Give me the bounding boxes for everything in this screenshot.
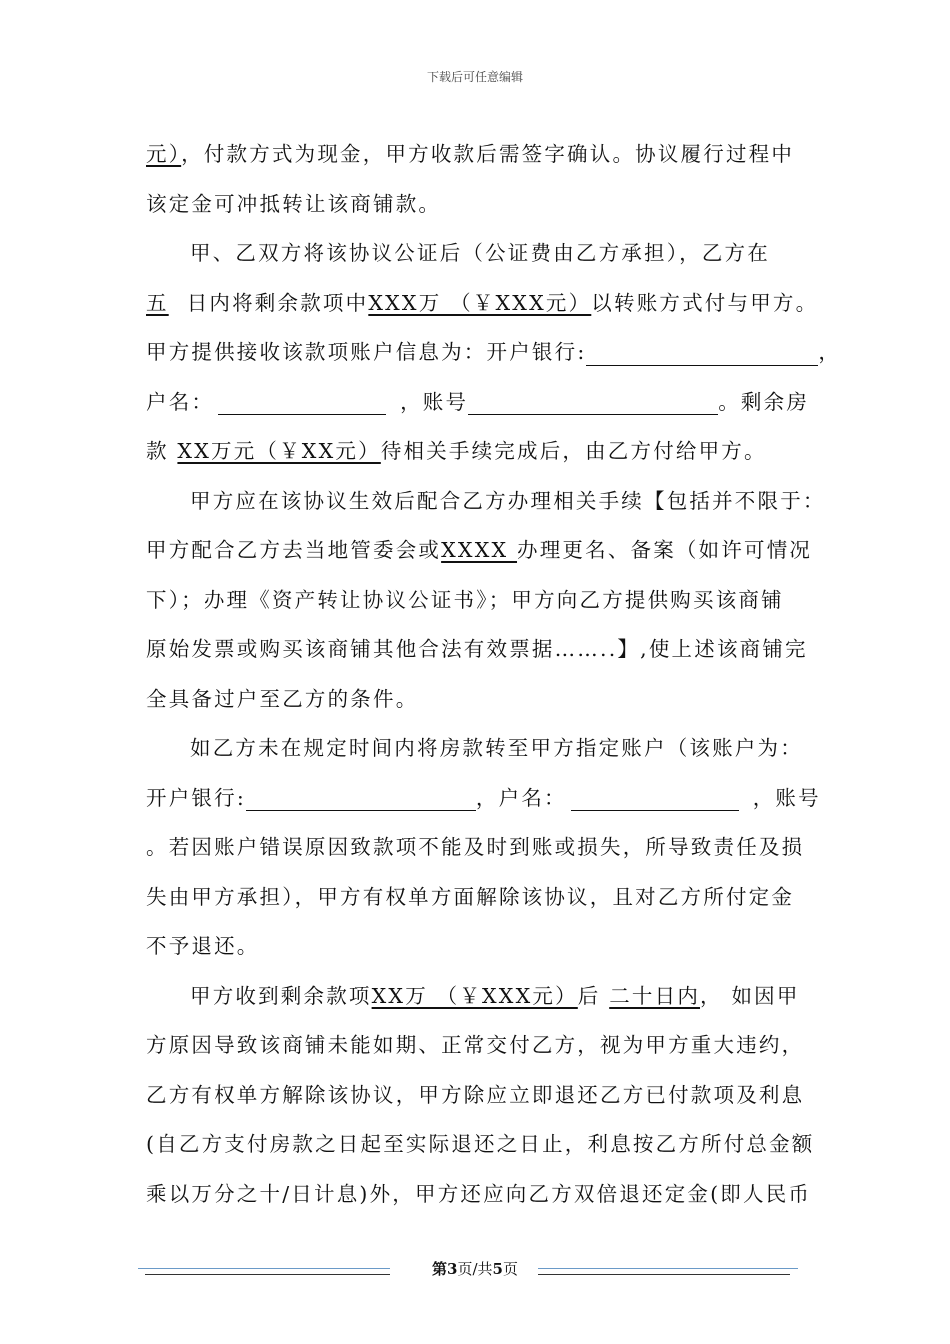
text-span: 日内将剩余款项中 <box>186 290 369 315</box>
text-span: 甲方提供接收该款项账户信息为：开户银行 <box>146 340 578 364</box>
text-line: 原始发票或购买该商铺其他合法有效票据……..】,使上述该商铺完 <box>146 637 808 661</box>
text-span: ，账号 <box>400 389 469 414</box>
text-span: 甲方配合乙方去当地管委会或 <box>146 538 442 562</box>
page-total: 5 <box>492 1260 503 1278</box>
text-line: (自乙方支付房款之日起至实际退还之日止，利息按乙方所付总金额 <box>146 1132 815 1156</box>
text-line: 。若因账户错误原因致款项不能及时到账或损失，所导致责任及损 <box>146 835 805 859</box>
text-span: 。剩余房 <box>718 389 810 414</box>
page-suffix: 页 <box>502 1260 518 1278</box>
page-number <box>0 1258 950 1279</box>
text-span: 后 <box>577 983 610 1008</box>
page-header: 下载后可任意编辑 <box>426 70 523 84</box>
text-span: 待相关手续完成后，由乙方付给甲方。 <box>380 439 767 463</box>
text-line: 乘以万分之十/日计息)外，甲方还应向乙方双倍退还定金(即人民币 <box>146 1181 812 1206</box>
amount-field: XX万 （￥XXX元） <box>371 983 578 1008</box>
text-span: 办理更名、备案（如许可情况 <box>517 538 813 562</box>
amount-field: XX万元（￥XX元） <box>177 439 381 463</box>
page-current: 3 <box>447 1260 458 1278</box>
text-span: ，户名： <box>475 785 567 810</box>
text-line <box>146 526 811 576</box>
text-span: 开户银行 <box>146 785 237 810</box>
text-span: : <box>236 785 246 810</box>
account-name-blank <box>218 384 386 415</box>
text-line <box>146 378 811 428</box>
document-body <box>146 130 842 1219</box>
text-line: 乙方有权单方解除该协议，甲方除应立即退还乙方已付款项及利息 <box>146 1082 805 1107</box>
text-line <box>146 130 811 180</box>
amount-field: XXX万 （￥XXX元） <box>368 290 592 315</box>
page-footer <box>0 1254 950 1294</box>
text-line: 该定金可冲抵转让该商铺款。 <box>146 191 442 216</box>
org-field: XXXX <box>441 538 518 562</box>
text-line: 失由甲方承担），甲方有权单方面解除该协议，且对乙方所付定金 <box>146 884 795 909</box>
text-span: ，付款方式为现金，甲方收款后需签字确认。协议履行过程中 <box>181 142 795 166</box>
text-line <box>146 774 821 824</box>
text-span: ， 如因甲 <box>700 983 800 1008</box>
account-name-blank <box>571 780 739 811</box>
text-span: 甲方收到剩余款项 <box>190 983 372 1008</box>
amount-field: 元） <box>146 142 182 166</box>
text-line: 如乙方未在规定时间内将房款转至甲方指定账户（该账户为： <box>190 736 803 760</box>
account-number-blank <box>468 384 718 415</box>
days-field: 二十日内 <box>609 983 701 1008</box>
text-line <box>146 328 842 378</box>
bank-blank-line <box>586 335 818 366</box>
text-line: 全具备过户至乙方的条件。 <box>146 686 419 711</box>
text-line: 方原因导致该商铺未能如期、正常交付乙方，视为甲方重大违约， <box>146 1033 805 1057</box>
text-line: 下）；办理《资产转让协议公证书》；甲方向乙方提供购买该商铺 <box>146 587 784 612</box>
text-line <box>146 279 819 329</box>
text-line <box>146 427 811 477</box>
text-span: 款 <box>146 439 178 463</box>
days-field: 五 <box>146 290 169 315</box>
text-line <box>146 972 811 1022</box>
text-line: 甲、乙双方将该协议公证后（公证费由乙方承担），乙方在 <box>190 241 770 265</box>
text-line: 甲方应在该协议生效后配合乙方办理相关手续【包括并不限于： <box>190 488 826 513</box>
page-mid: 页/共 <box>457 1260 493 1278</box>
page-prefix: 第 <box>432 1260 448 1278</box>
text-line: 不予退还。 <box>146 934 260 958</box>
bank-blank: : <box>577 340 587 364</box>
bank-blank-line <box>246 780 476 811</box>
text-span: ， <box>818 340 842 364</box>
text-span: 户名： <box>146 389 215 414</box>
text-span: 以转账方式付与甲方。 <box>591 290 819 315</box>
text-span: ，账号 <box>752 785 821 810</box>
